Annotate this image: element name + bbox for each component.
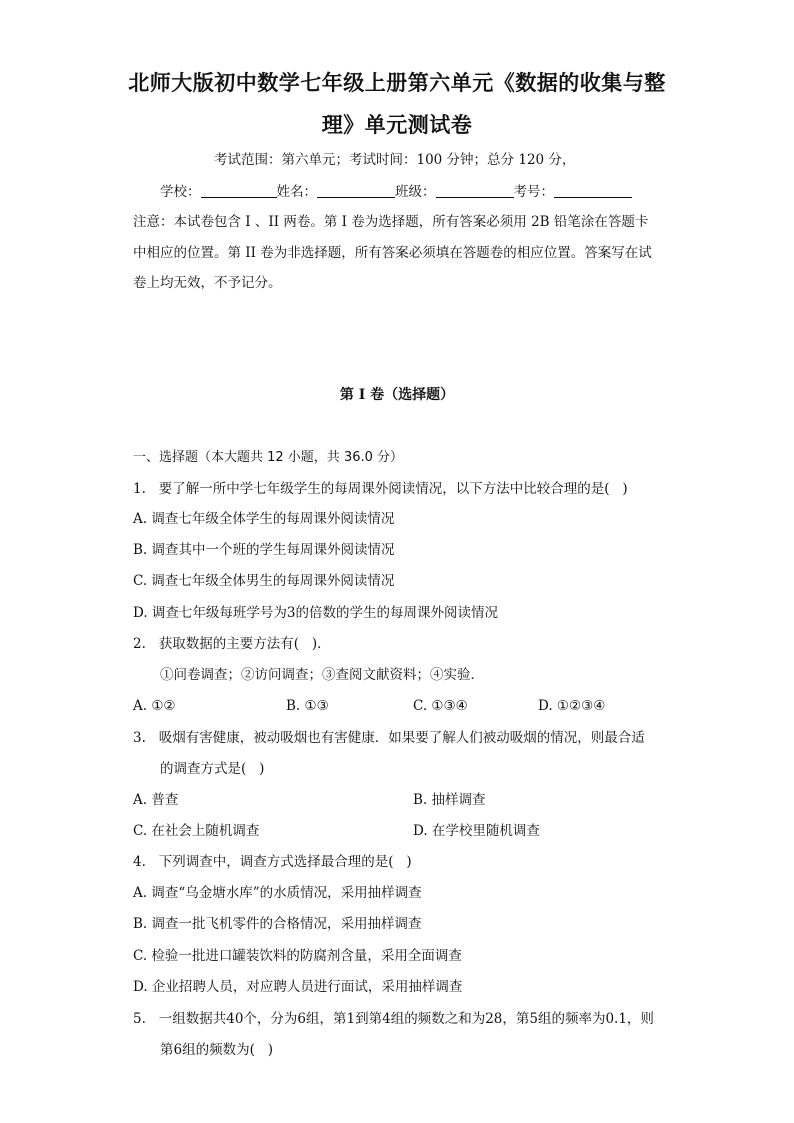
- exam-info: 考试范围：第六单元；考试时间：100 分钟；总分 120 分，: [214, 152, 576, 168]
- question-3-option-d: D. 在学校里随机调查: [413, 823, 540, 839]
- volume-title: 第 I 卷（选择题）: [339, 387, 455, 403]
- number-blank[interactable]: [554, 183, 632, 198]
- question-2-option-d: D. ①②③④: [538, 698, 606, 714]
- notice-line2: 中相应的位置。第 II 卷为非选择题，所有答案必须填在答题卷的相应位置。答案写在试: [133, 245, 652, 261]
- question-1-option-d: D. 调查七年级每班学号为3的倍数的学生的每周课外阅读情况: [133, 605, 499, 621]
- notice-line3: 卷上均无效，不予记分。: [133, 275, 282, 291]
- question-1-option-a: A. 调查七年级全体学生的每周课外阅读情况: [133, 511, 395, 527]
- question-1-option-b: B. 调查其中一个班的学生每周课外阅读情况: [133, 542, 395, 558]
- exam-title-line1: 北师大版初中数学七年级上册第六单元《数据的收集与整: [128, 71, 666, 95]
- question-1-stem: 1. 要了解一所中学七年级学生的每周课外阅读情况，以下方法中比较合理的是( ): [133, 481, 628, 497]
- question-2-sub: ①问卷调查；②访问调查；③查阅文献资料；④实验．: [160, 667, 484, 683]
- class-blank[interactable]: [436, 183, 514, 198]
- section-heading: 一、选择题（本大题共 12 小题，共 36.0 分）: [133, 450, 404, 465]
- question-3-option-b: B. 抽样调查: [413, 792, 486, 808]
- question-3-option-c: C. 在社会上随机调查: [133, 823, 260, 839]
- question-4-stem: 4. 下列调查中，调查方式选择最合理的是( ): [133, 854, 412, 870]
- name-blank[interactable]: [317, 183, 395, 198]
- student-info-fields: [160, 182, 632, 202]
- question-1-option-c: C. 调查七年级全体男生的每周课外阅读情况: [133, 573, 395, 589]
- number-label: 考号：: [513, 184, 554, 200]
- question-4-option-d: D. 企业招聘人员，对应聘人员进行面试，采用抽样调查: [133, 979, 463, 995]
- question-4-option-a: A. 调查“乌金塘水库”的水质情况，采用抽样调查: [133, 885, 422, 901]
- school-label: 学校：: [160, 184, 201, 200]
- question-5-stem-cont: 第6组的频数为( ): [160, 1042, 273, 1058]
- question-3-stem: 3. 吸烟有害健康，被动吸烟也有害健康．如果要了解人们被动吸烟的情况，则最合适: [133, 730, 645, 746]
- question-2-stem: 2. 获取数据的主要方法有( )．: [133, 636, 331, 652]
- question-2-option-c: C. ①③④: [413, 698, 468, 714]
- school-blank[interactable]: [201, 183, 277, 198]
- question-2-option-a: A. ①②: [133, 698, 176, 714]
- exam-title-line2: 理》单元测试卷: [321, 113, 473, 137]
- question-5-stem: 5. 一组数据共40个，分为6组，第1到第4组的频数之和为28，第5组的频率为0.1，则: [133, 1011, 654, 1027]
- name-label: 姓名：: [276, 184, 317, 200]
- question-3-stem-cont: 的调查方式是( ): [160, 761, 265, 777]
- notice-line1: 注意：本试卷包含 I 、II 两卷。第 I 卷为选择题，所有答案必须用 2B 铅笔涂在答题卡: [133, 214, 649, 230]
- class-label: 班级：: [395, 184, 436, 200]
- question-2-option-b: B. ①③: [286, 698, 329, 714]
- question-4-option-b: B. 调查一批飞机零件的合格情况，采用抽样调查: [133, 916, 422, 932]
- question-3-option-a: A. 普查: [133, 792, 179, 808]
- question-4-option-c: C. 检验一批进口罐装饮料的防腐剂含量，采用全面调查: [133, 948, 462, 964]
